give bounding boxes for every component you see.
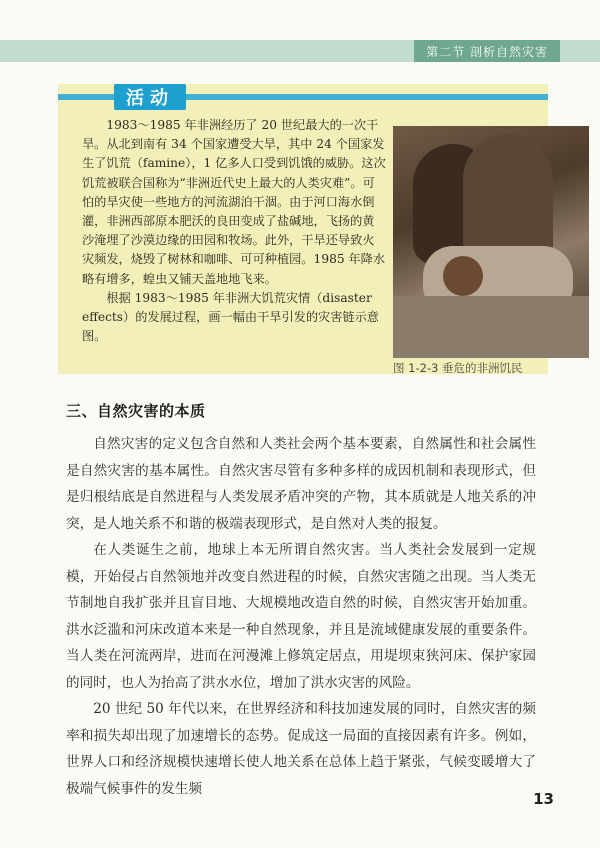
body-paragraph: 在人类诞生之前，地球上本无所谓自然灾害。当人类社会发展到一定规模，开始侵占自然领地并改变自然进程的时候，自然灾害随之出现。当人类无节制地自我扩张并且盲目地、大规模地改造自然的时候，自然灾害开始加重。洪水泛滥和河床改道本来是一种自然现象，并且是流域健康发展的重要条件。当人类在河流两岸，进而在河漫滩上修筑定居点，用堤坝束狭河床、保护家园的同时，也人为抬高了洪水水位，增加了洪水灾害的风险。: [66, 542, 536, 691]
photo-caption: 图 1-2-3 垂危的非洲饥民: [393, 361, 523, 375]
starving-people-photo: [393, 126, 589, 358]
activity-paragraph: 根据 1983～1985 年非洲大饥荒灾情（disaster effects）的发展过程，画一幅由干旱引发的灾害链示意图。: [82, 290, 379, 344]
body-text: [66, 431, 536, 802]
photo-figure: [443, 256, 483, 296]
activity-text: [82, 116, 386, 346]
section-header-label: 第二节 剖析自然灾害: [414, 40, 560, 62]
activity-box: [58, 84, 548, 374]
body-paragraph: 自然灾害的定义包含自然和人类社会两个基本要素，自然属性和社会属性是自然灾害的基本属性。自然灾害尽管有多种多样的成因机制和表现形式，但是归根结底是自然进程与人类发展矛盾冲突的产物，其本质就是人地关系的冲突，是人地关系不和谐的极端表现形式，是自然对人类的报复。: [66, 436, 536, 532]
activity-tag: 活动: [114, 84, 186, 110]
photo-ground: [393, 296, 589, 358]
body-paragraph: 20 世纪 50 年代以来，在世界经济和科技加速发展的同时，自然灾害的频率和损失却出现了加速增长的态势。促成这一局面的直接因素有许多。例如，世界人口和经济规模快速增长使人地关系在总体上趋于紧张，气候变暖增大了极端气候事件的发生频: [66, 701, 536, 797]
page-number: 13: [533, 790, 554, 808]
activity-paragraph: 1983～1985 年非洲经历了 20 世纪最大的一次干旱。从北到南有 34 个国家遭受大旱，其中 24 个国家发生了饥荒（famine），1 亿多人口受到饥饿的威胁。这次饥荒被联合国称为“非洲近代史上最大的人类灾难”。可怕的旱灾使一些地方的河流湖泊干涸。由于河口海水倒灌，非洲西部原本肥沃的良田变成了盐碱地，飞扬的黄沙淹埋了沙漠边缘的田园和牧场。此外，干旱还导致火灾频发，烧毁了树林和咖啡、可可种植园。1985 年降水略有增多，蝗虫又铺天盖地地飞来。: [82, 118, 386, 286]
section-title: 三、自然灾害的本质: [66, 402, 206, 420]
